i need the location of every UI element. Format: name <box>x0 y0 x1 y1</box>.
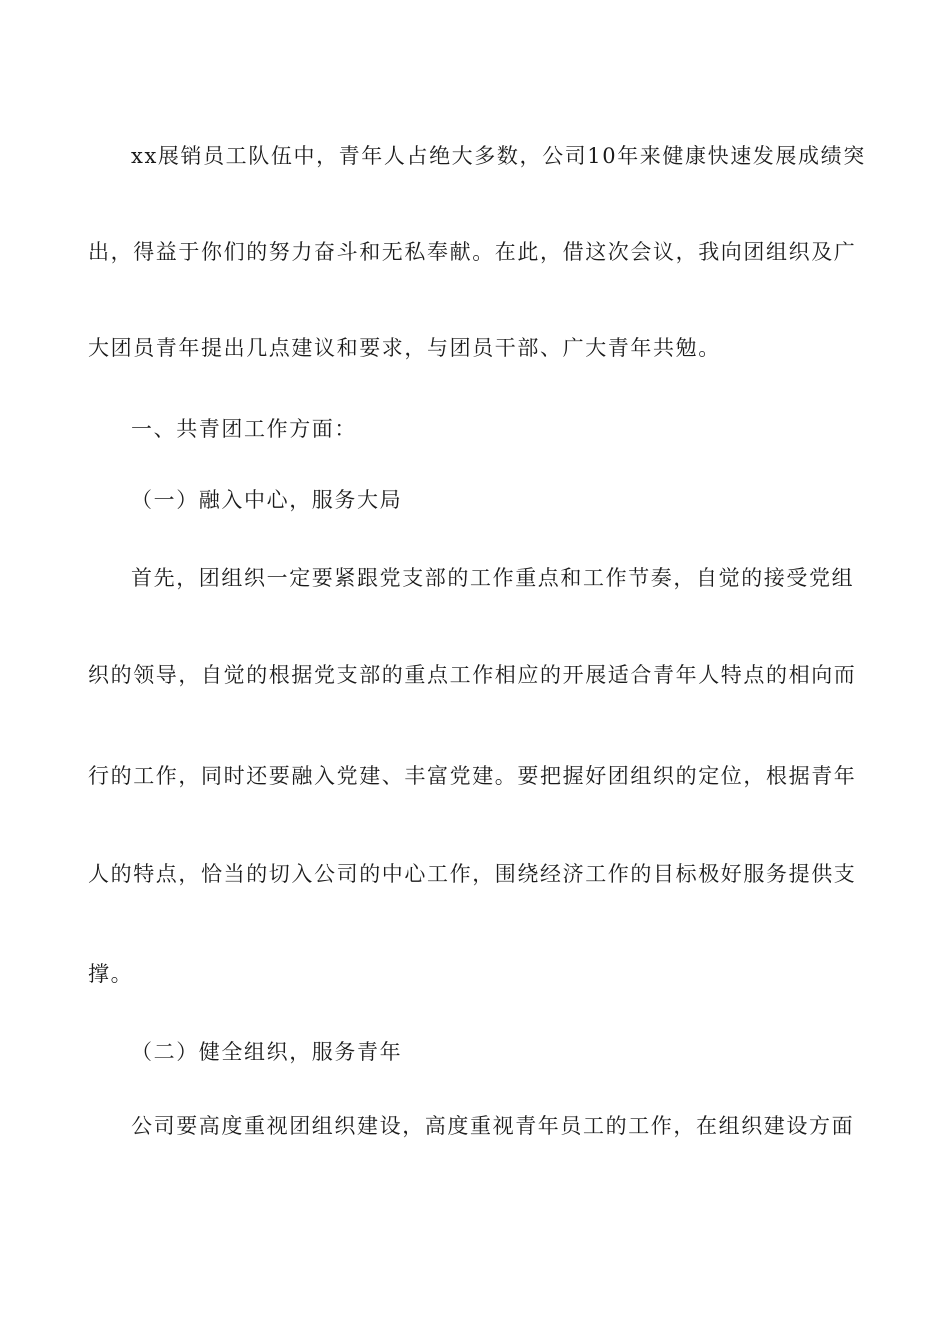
paragraph-line: xx展销员工队伍中，青年人占绝大多数，公司10年来健康快速发展成绩突 <box>131 144 866 168</box>
subsection-heading: （二）健全组织，服务青年 <box>131 1040 403 1064</box>
paragraph-line: 行的工作，同时还要融入党建、丰富党建。要把握好团组织的定位，根据青年 <box>88 764 857 788</box>
paragraph-line: 织的领导，自觉的根据党支部的重点工作相应的开展适合青年人特点的相向而 <box>88 663 857 687</box>
paragraph-line: 公司要高度重视团组织建设，高度重视青年员工的工作，在组织建设方面 <box>131 1114 855 1138</box>
paragraph-line: 出，得益于你们的努力奋斗和无私奉献。在此，借这次会议，我向团组织及广 <box>88 240 857 264</box>
subsection-heading: （一）融入中心，服务大局 <box>131 488 403 512</box>
paragraph-line: 撑。 <box>88 962 134 986</box>
paragraph-line: 大团员青年提出几点建议和要求，与团员干部、广大青年共勉。 <box>88 336 721 360</box>
paragraph-line: 首先，团组织一定要紧跟党支部的工作重点和工作节奏，自觉的接受党组 <box>131 566 855 590</box>
paragraph-line: 人的特点，恰当的切入公司的中心工作，围绕经济工作的目标极好服务提供支 <box>88 862 857 886</box>
section-heading: 一、共青团工作方面： <box>131 417 357 441</box>
